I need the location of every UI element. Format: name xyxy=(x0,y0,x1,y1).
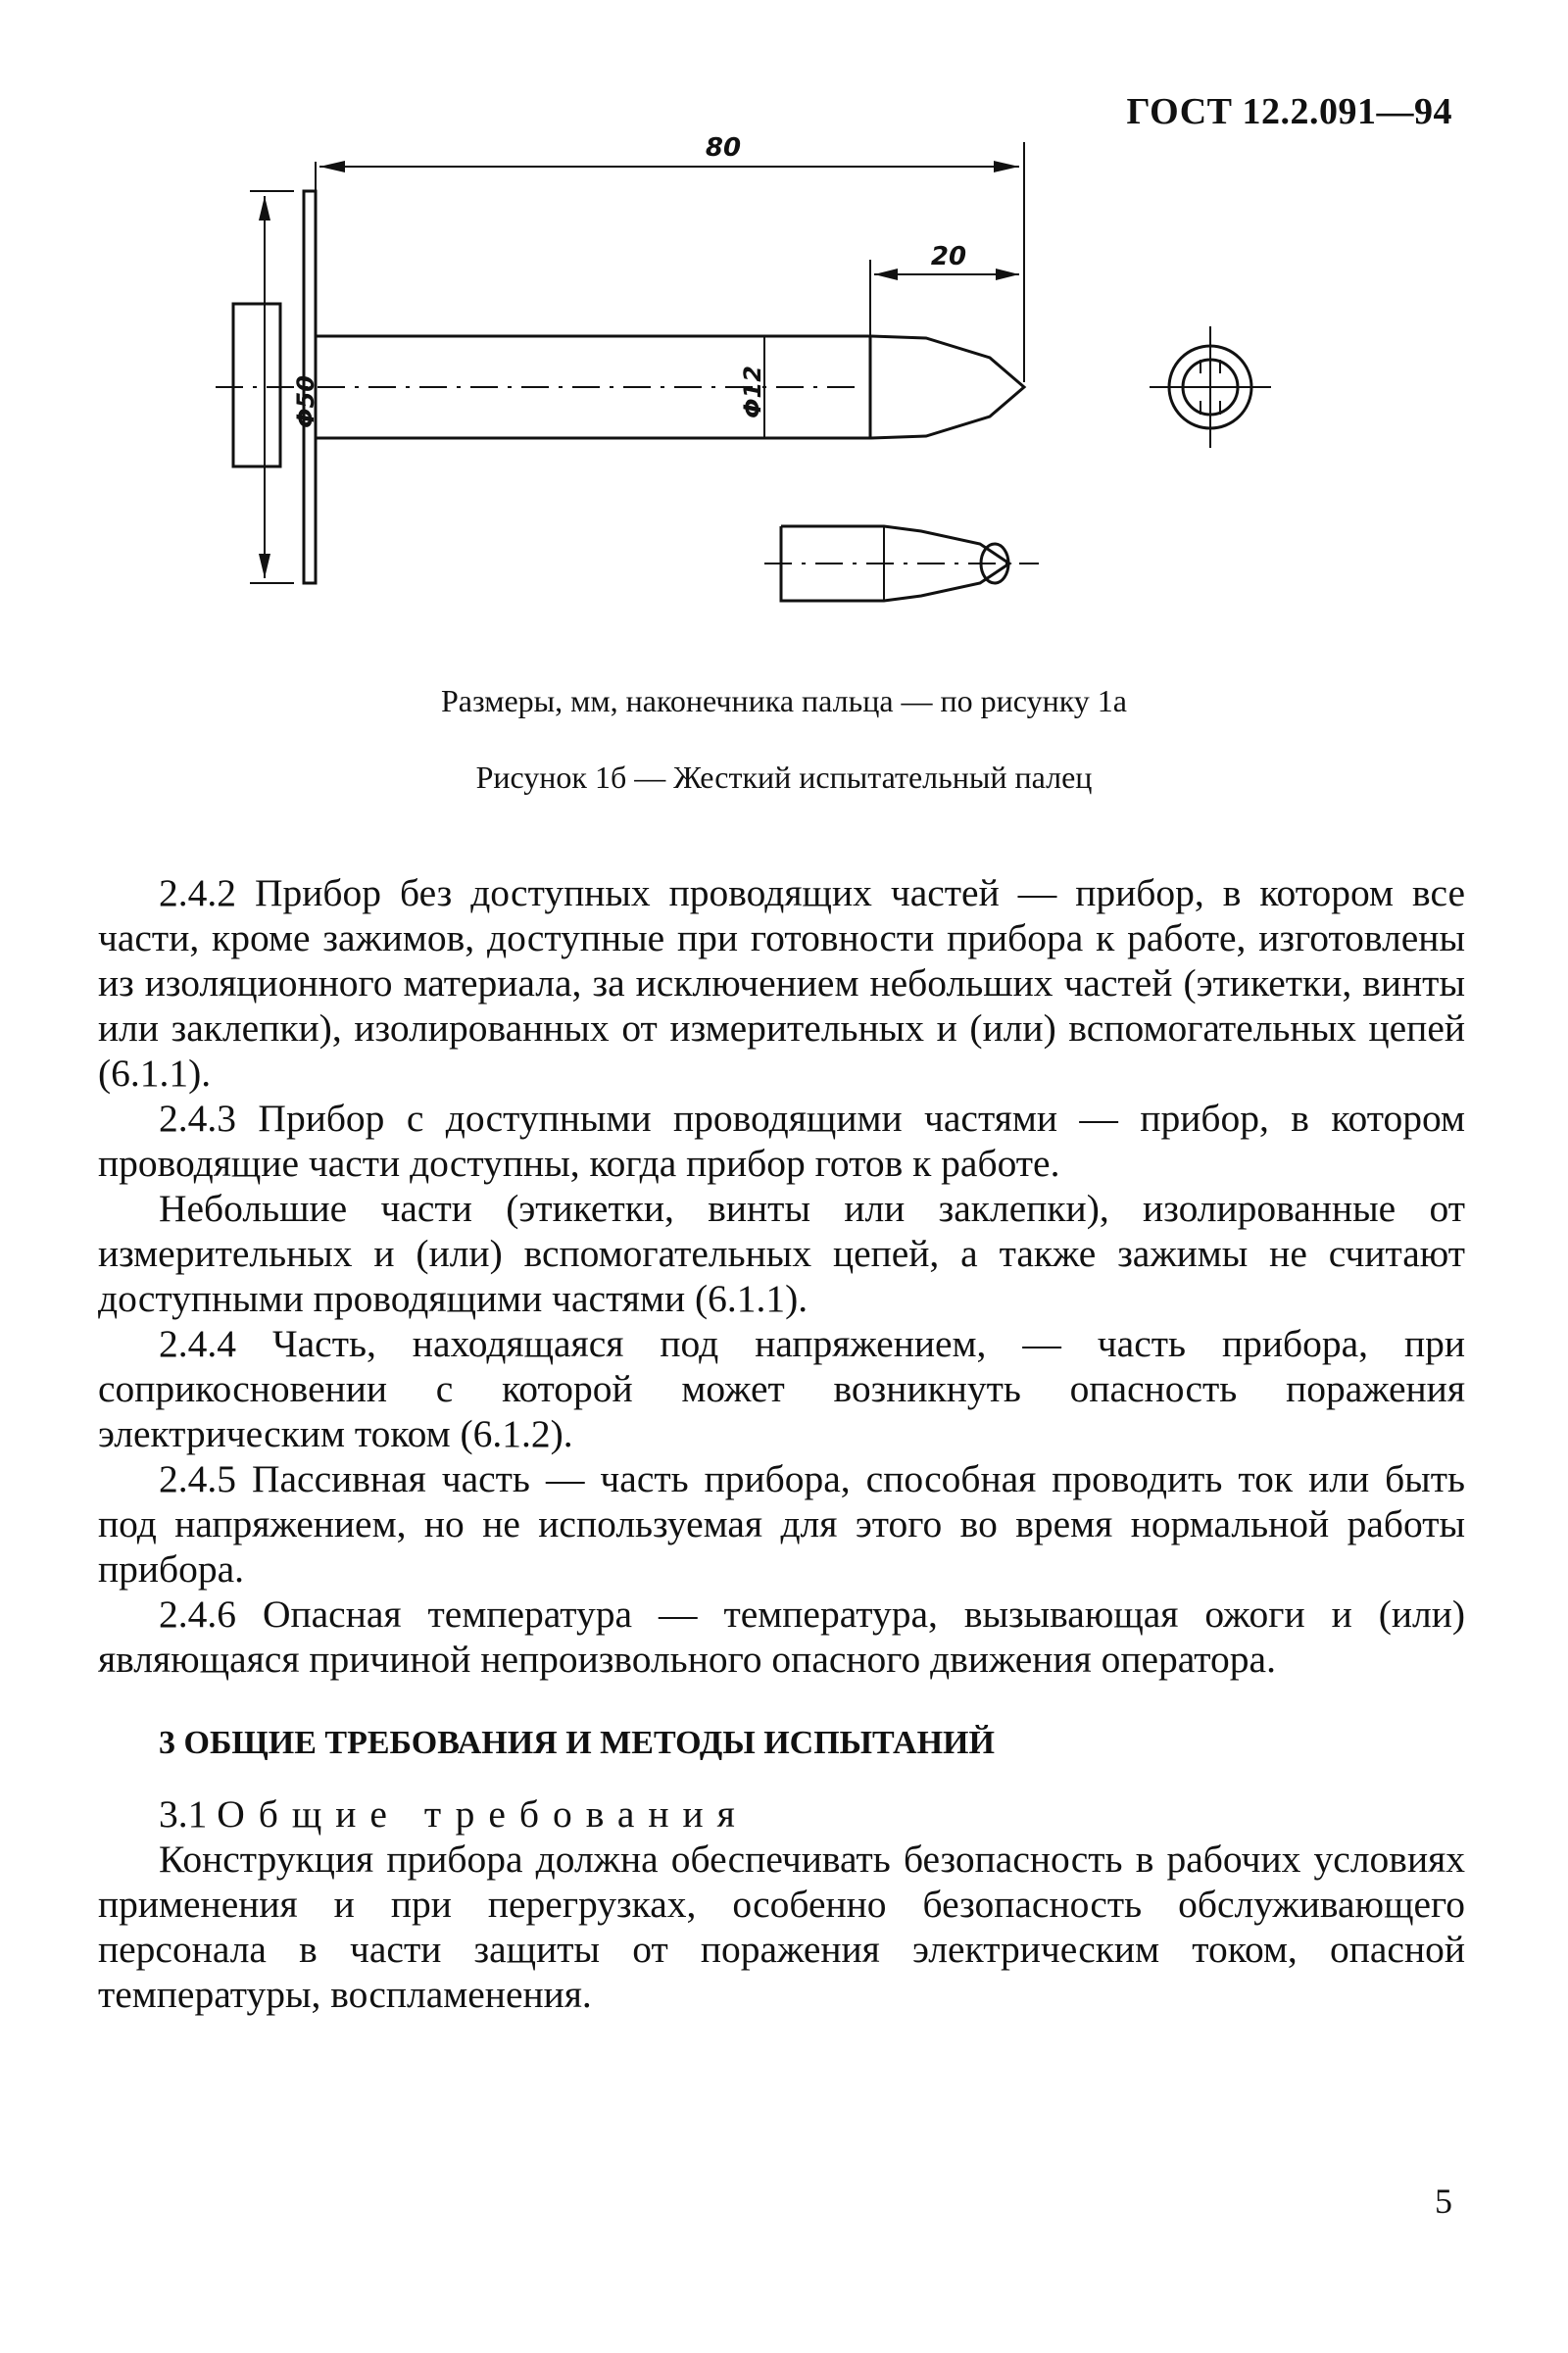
paragraph-2-4-6: 2.4.6 Опасная температура — температура, вызывающая ожоги и (или) являющаяся причиной непроизвольного опасного движения оператора. xyxy=(98,1593,1465,1681)
subsection-heading xyxy=(98,1791,1465,1837)
page-number: 5 xyxy=(1435,2181,1452,2221)
paragraph-2-4-4: 2.4.4 Часть, находящаяся под напряжением, — часть прибора, при соприкосновении с которой может возникнуть опасность поражения электрическим током (6.1.2). xyxy=(98,1322,1465,1455)
document-header: ГОСТ 12.2.091—94 xyxy=(1126,91,1452,132)
stop-block xyxy=(233,304,280,466)
finger-tip xyxy=(870,336,1024,438)
subsection-title: Общие требования xyxy=(217,1792,749,1836)
figure-caption: Рисунок 1б — Жесткий испытательный палец xyxy=(475,760,1093,795)
test-finger-drawing xyxy=(292,133,1303,642)
dim-base-diameter: Φ50 xyxy=(292,375,319,428)
paragraph-2-4-2: 2.4.2 Прибор без доступных проводящих частей — прибор, в котором все части, кроме зажимов, доступные при готовности прибора к работе, изготовлены из изоляционного материала, за исключением небольших частей (этикетки, винты или заклепки), изолированных от измерительных и (или) вспомогательных цепей (6.1.1). xyxy=(98,871,1465,1095)
figure-dimensions-note: Размеры, мм, наконечника пальца — по рисунку 1а xyxy=(441,683,1127,718)
subsection-number: 3.1 xyxy=(159,1792,208,1836)
paragraph-small-parts: Небольшие части (этикетки, винты или заклепки), изолированные от измерительных и (или) вспомогательных цепей, а также зажимы не считают доступными проводящими частями (6.1.1). xyxy=(98,1187,1465,1320)
end-view xyxy=(1150,326,1271,448)
tip-detail-view xyxy=(764,526,1039,601)
paragraph-2-4-5: 2.4.5 Пассивная часть — часть прибора, способная проводить ток или быть под напряжением, но не используемая для этого во время нормальной работы прибора. xyxy=(98,1457,1465,1591)
dim-tip-length: 20 xyxy=(930,242,967,271)
paragraph-2-4-3: 2.4.3 Прибор с доступными проводящими частями — прибор, в котором проводящие части доступны, когда прибор готов к работе. xyxy=(98,1097,1465,1185)
document-body xyxy=(98,870,1465,2017)
dim-total-length: 80 xyxy=(705,133,742,163)
section-heading: 3 ОБЩИЕ ТРЕБОВАНИЯ И МЕТОДЫ ИСПЫТАНИЙ xyxy=(159,1725,995,1761)
paragraph-3-1: Конструкция прибора должна обеспечивать безопасность в рабочих условиях применения и при перегрузках, особенно безопасность обслуживающего персонала в части защиты от поражения электрическим током, опасной температуры, воспламенения. xyxy=(98,1838,1465,2016)
dim-shaft-diameter: Φ12 xyxy=(739,366,766,418)
